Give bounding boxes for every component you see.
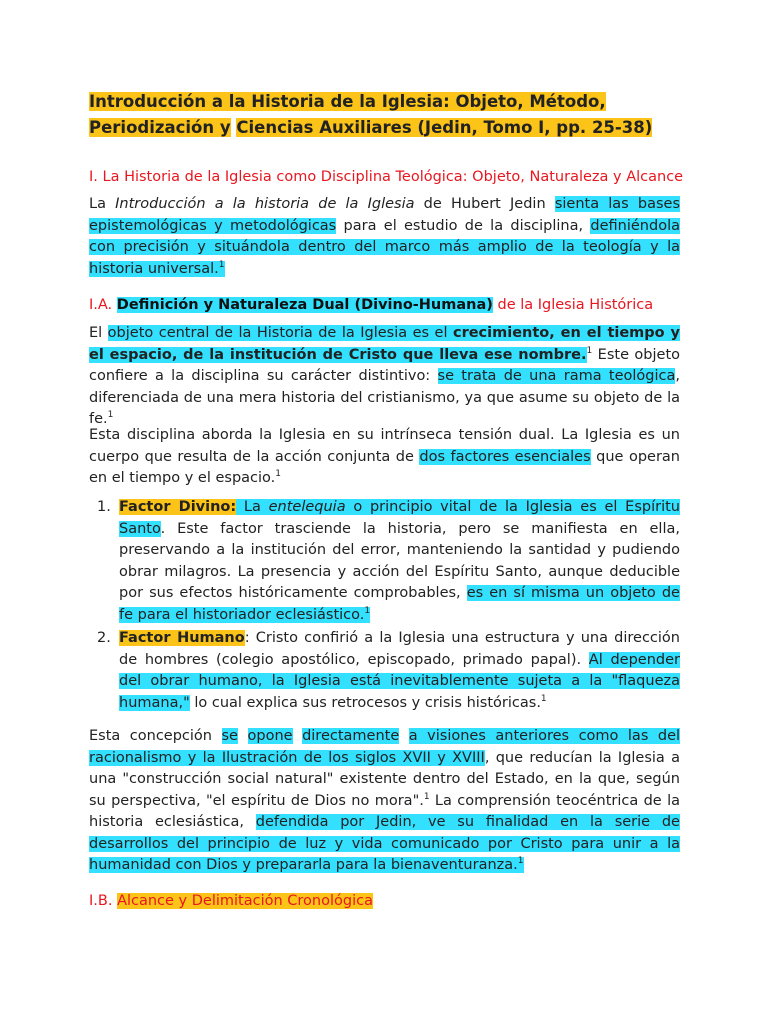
footnote-ref[interactable]: 1 — [540, 693, 547, 704]
section-1b-prefix: I.B. — [89, 893, 118, 909]
p4-highlight-4: a visiones anteriores como las del racionalismo y la Ilustración de los siglos XVII y XVIII — [89, 728, 681, 766]
title-line-1: Introducción a la Historia de la Iglesia: Objeto, Método, Periodización y — [89, 92, 606, 137]
item1-highlight-b: o principio vital de la Iglesia es el Espíritu Santo — [119, 499, 680, 537]
list-item-factor-humano — [89, 628, 680, 714]
item2-text-1: : Cristo confirió a la Iglesia una estructura y una dirección de hombres (colegio apostólico, episcopado, primado papal). — [119, 630, 680, 668]
item2-text-2: lo cual explica sus retrocesos y crisis históricas. — [189, 694, 541, 711]
p1-text-4: para el estudio de la disciplina, — [336, 217, 591, 234]
p2-highlight-2: se trata de una rama teológica — [437, 368, 676, 384]
footnote-ref[interactable]: 1 — [517, 856, 524, 867]
item1-highlight-2-text: es en sí misma un objeto de fe para el historiador eclesiástico. — [119, 585, 680, 623]
factors-list — [89, 497, 680, 714]
item2-highlight: Al depender del obrar humano, la Iglesia está inevitablemente sujeta a la "flaqueza humana," — [119, 651, 680, 711]
p2-highlight-bold: crecimiento, en el tiempo y el espacio, de la institución de Cristo que lleva ese nombre. — [89, 325, 681, 363]
section-1b-highlight: Alcance y Delimitación Cronológica — [117, 893, 373, 909]
paragraph-3 — [89, 425, 680, 490]
document-title — [89, 89, 684, 141]
factor-humano-label: Factor Humano — [119, 630, 245, 646]
footnote-ref[interactable]: 1 — [107, 410, 114, 421]
p1-highlight-2-text: definiéndola con precisión y situándola dentro del marco más amplio de la teología y la historia universal. — [89, 217, 680, 277]
paragraph-1 — [89, 194, 680, 280]
p4-text-1: Esta concepción — [89, 728, 222, 744]
p1-text-3: de Hubert Jedin — [414, 196, 555, 212]
footnote-ref[interactable]: 1 — [275, 469, 281, 480]
paragraph-2 — [89, 323, 680, 431]
footnote-ref[interactable]: 1 — [586, 345, 593, 356]
p4-highlight-3: directamente — [302, 728, 400, 744]
p4-text-3: La comprensión teocéntrica de la historia eclesiástica, — [89, 792, 680, 830]
list-number: 1. — [97, 499, 111, 515]
factor-divino-label: Factor Divino: — [119, 499, 237, 515]
p3-text-1: Esta disciplina aborda la Iglesia en su intrínseca tensión dual. La Iglesia es un cuerpo que resulta de la acción conjunta de — [89, 427, 680, 465]
p4-highlight-1: se — [221, 728, 238, 744]
section-1-heading: I. La Historia de la Iglesia como Disciplina Teológica: Objeto, Naturaleza y Alcance — [89, 169, 684, 185]
p4-highlight-2: opone — [247, 728, 293, 744]
section-1b-heading — [89, 891, 689, 911]
item1-highlight-italic: entelequia — [268, 499, 346, 515]
p3-highlight-1: dos factores esenciales — [419, 448, 591, 465]
p4-highlight-5-text: defendida por Jedin, ve su finalidad en la serie de desarrollos del principio de luz y vida comunicado por Cristo para unir a la humanidad con Dios y prepararla para la bienaventuranza. — [89, 814, 680, 873]
section-1a-bold: Definición y Naturaleza Dual (Divino-Humana) — [116, 297, 493, 313]
section-1a-suffix: de la Iglesia Histórica — [492, 297, 654, 313]
p2-text-1: El — [89, 325, 108, 341]
paragraph-4 — [89, 726, 680, 877]
list-number: 2. — [97, 630, 111, 646]
item1-text: . Este factor trasciende la historia, pero se manifiesta en ella, preservando a la institución del error, manteniendo la santidad y pudiendo obrar milagros. La presencia y acción del Espíritu Santo, aunque deducible por sus efectos históricamente comprobables, — [119, 520, 680, 601]
footnote-ref[interactable]: 1 — [423, 791, 430, 802]
section-1a-prefix: I.A. — [89, 297, 117, 313]
list-item-factor-divino — [89, 497, 680, 626]
p2-text-2: Este objeto confiere a la disciplina su carácter distintivo: — [89, 346, 680, 384]
p1-highlight-1: sienta las bases epistemológicas y metodológicas — [89, 196, 681, 234]
p2-highlight-1: objeto central de la Historia de la Iglesia es el — [107, 325, 453, 341]
section-1a-heading — [89, 295, 689, 315]
p3-text-2: que operan en el tiempo y el espacio. — [89, 448, 680, 486]
title-line-2: Ciencias Auxiliares (Jedin, Tomo I, pp. 25-38) — [236, 118, 653, 137]
footnote-ref[interactable]: 1 — [218, 259, 225, 270]
p1-text-1: La — [89, 196, 116, 212]
footnote-ref[interactable]: 1 — [364, 605, 371, 616]
item1-highlight-a: La — [236, 499, 269, 515]
p1-book-title: Introducción a la historia de la Iglesia — [115, 196, 415, 212]
p4-text-2: , que reducían la Iglesia a una "construcción social natural" existente dentro del Estado, en la que, según su perspectiva, "el espíritu de Dios no mora". — [89, 749, 681, 809]
p2-text-3: , diferenciada de una mera historia del cristianismo, ya que asume su objeto de la fe. — [89, 368, 680, 427]
